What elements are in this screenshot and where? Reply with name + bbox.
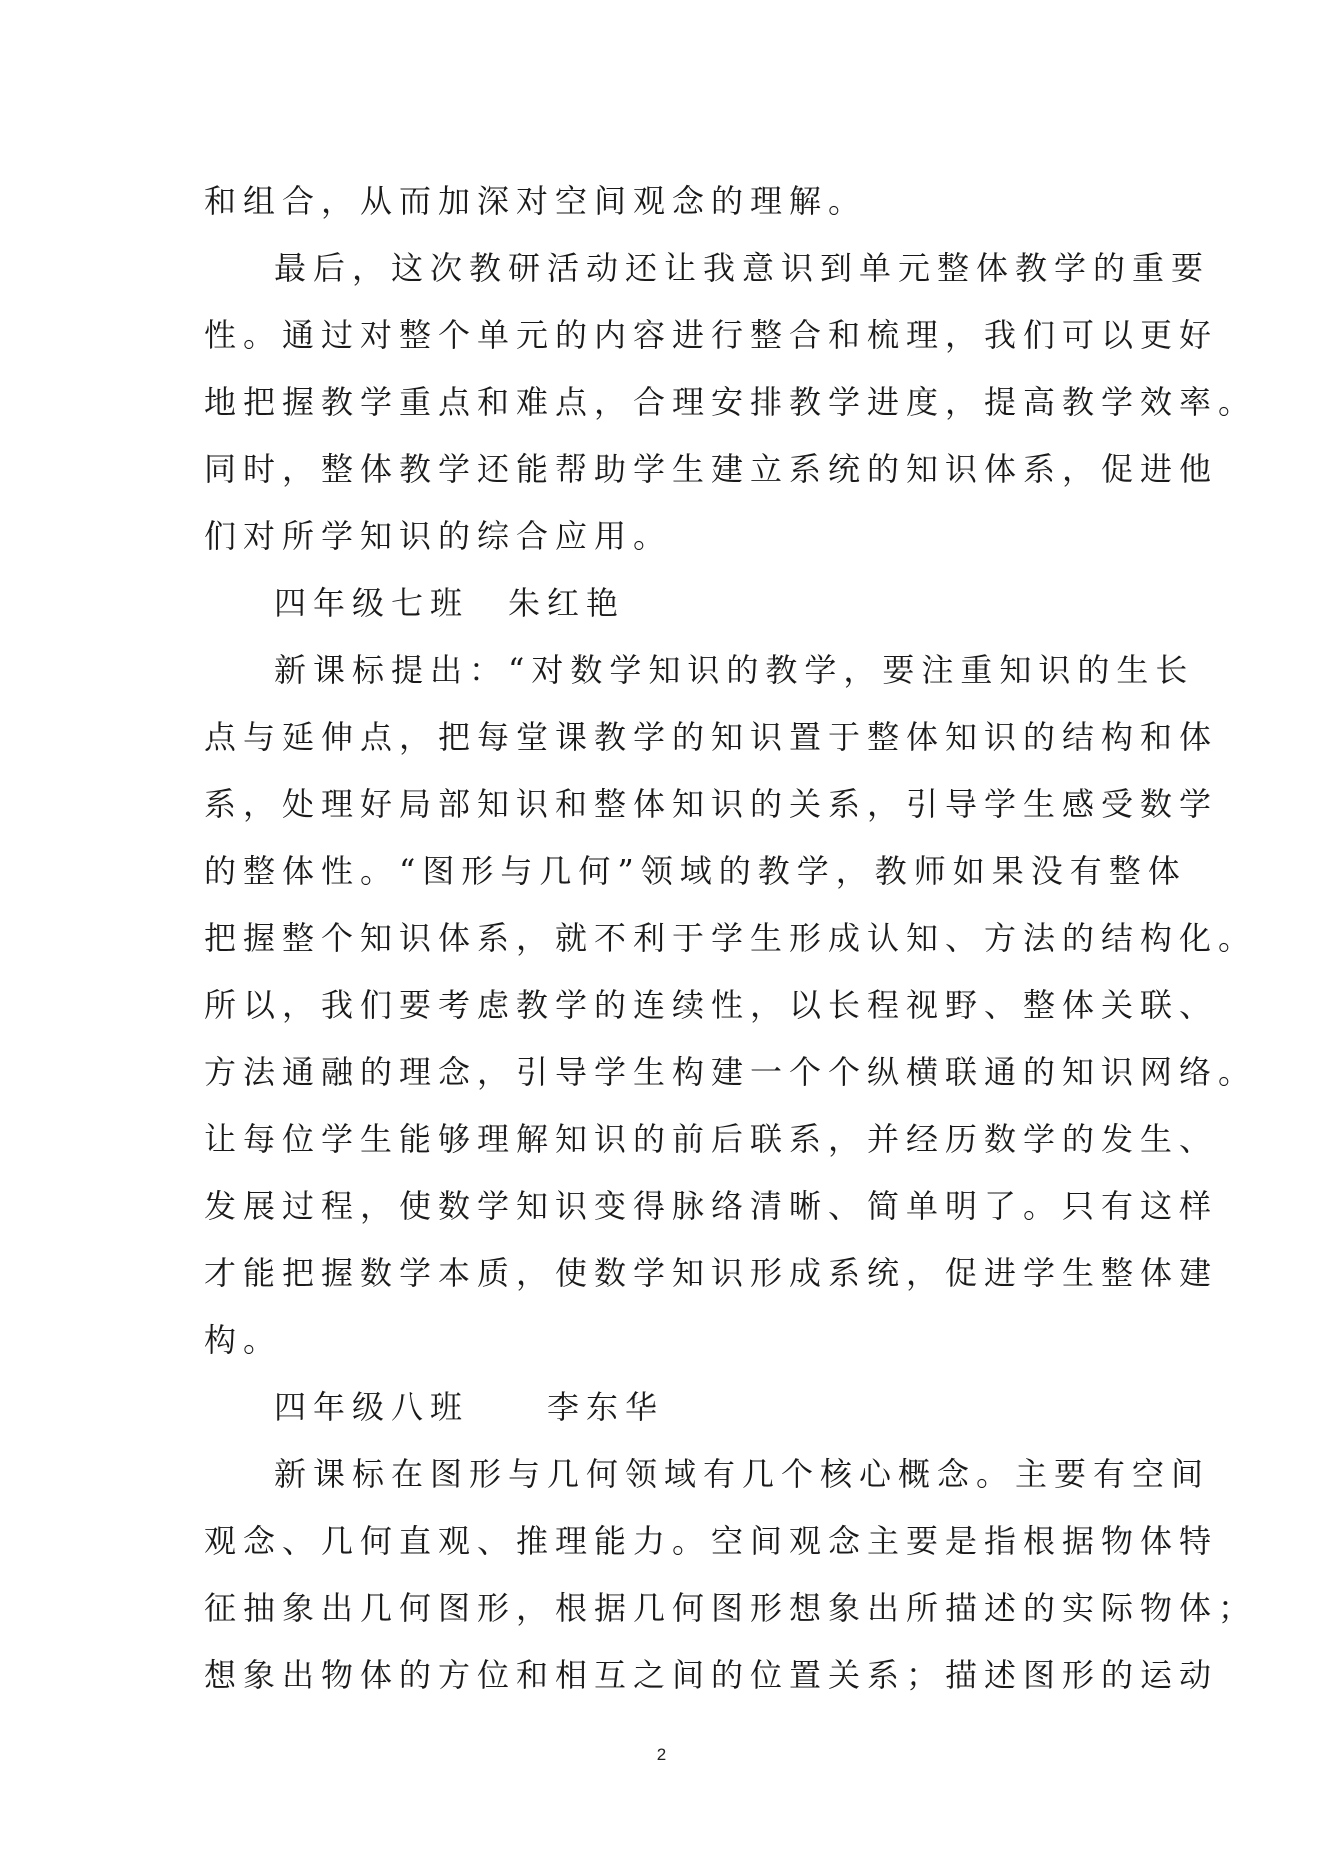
text-line: 让每位学生能够理解知识的前后联系，并经历数学的发生、 xyxy=(204,1120,1219,1158)
text-line: 新课标提出：“对数学知识的教学，要注重知识的生长 xyxy=(274,651,1195,689)
text-line: 同时，整体教学还能帮助学生建立系统的知识体系，促进他 xyxy=(204,450,1219,488)
text-line: 最后，这次教研活动还让我意识到单元整体教学的重要 xyxy=(274,249,1211,287)
text-line: 观念、几何直观、推理能力。空间观念主要是指根据物体特 xyxy=(204,1522,1219,1560)
author-heading: 四年级八班 李东华 xyxy=(274,1388,665,1426)
text-line: 征抽象出几何图形，根据几何图形想象出所描述的实际物体； xyxy=(204,1589,1258,1627)
text-line: 所以，我们要考虑教学的连续性，以长程视野、整体关联、 xyxy=(204,986,1219,1024)
text-line: 们对所学知识的综合应用。 xyxy=(204,517,673,555)
text-line: 才能把握数学本质，使数学知识形成系统，促进学生整体建 xyxy=(204,1254,1219,1292)
text-line: 新课标在图形与几何领域有几个核心概念。主要有空间 xyxy=(274,1455,1211,1493)
text-line: 性。通过对整个单元的内容进行整合和梳理，我们可以更好 xyxy=(204,316,1219,354)
page-number: 2 xyxy=(656,1745,667,1764)
text-line: 方法通融的理念，引导学生构建一个个纵横联通的知识网络。 xyxy=(204,1053,1258,1091)
text-line: 发展过程，使数学知识变得脉络清晰、简单明了。只有这样 xyxy=(204,1187,1219,1225)
text-line: 和组合，从而加深对空间观念的理解。 xyxy=(204,182,868,220)
text-line: 构。 xyxy=(204,1321,283,1359)
text-line: 把握整个知识体系，就不利于学生形成认知、方法的结构化。 xyxy=(204,919,1258,957)
text-line: 地把握教学重点和难点，合理安排教学进度，提高教学效率。 xyxy=(204,383,1258,421)
text-line: 点与延伸点，把每堂课教学的知识置于整体知识的结构和体 xyxy=(204,718,1219,756)
text-line: 的整体性。“图形与几何”领域的教学，教师如果没有整体 xyxy=(204,852,1187,890)
author-heading: 四年级七班 朱红艳 xyxy=(274,584,626,622)
text-line: 系，处理好局部知识和整体知识的关系，引导学生感受数学 xyxy=(204,785,1219,823)
text-line: 想象出物体的方位和相互之间的位置关系；描述图形的运动 xyxy=(204,1656,1219,1694)
